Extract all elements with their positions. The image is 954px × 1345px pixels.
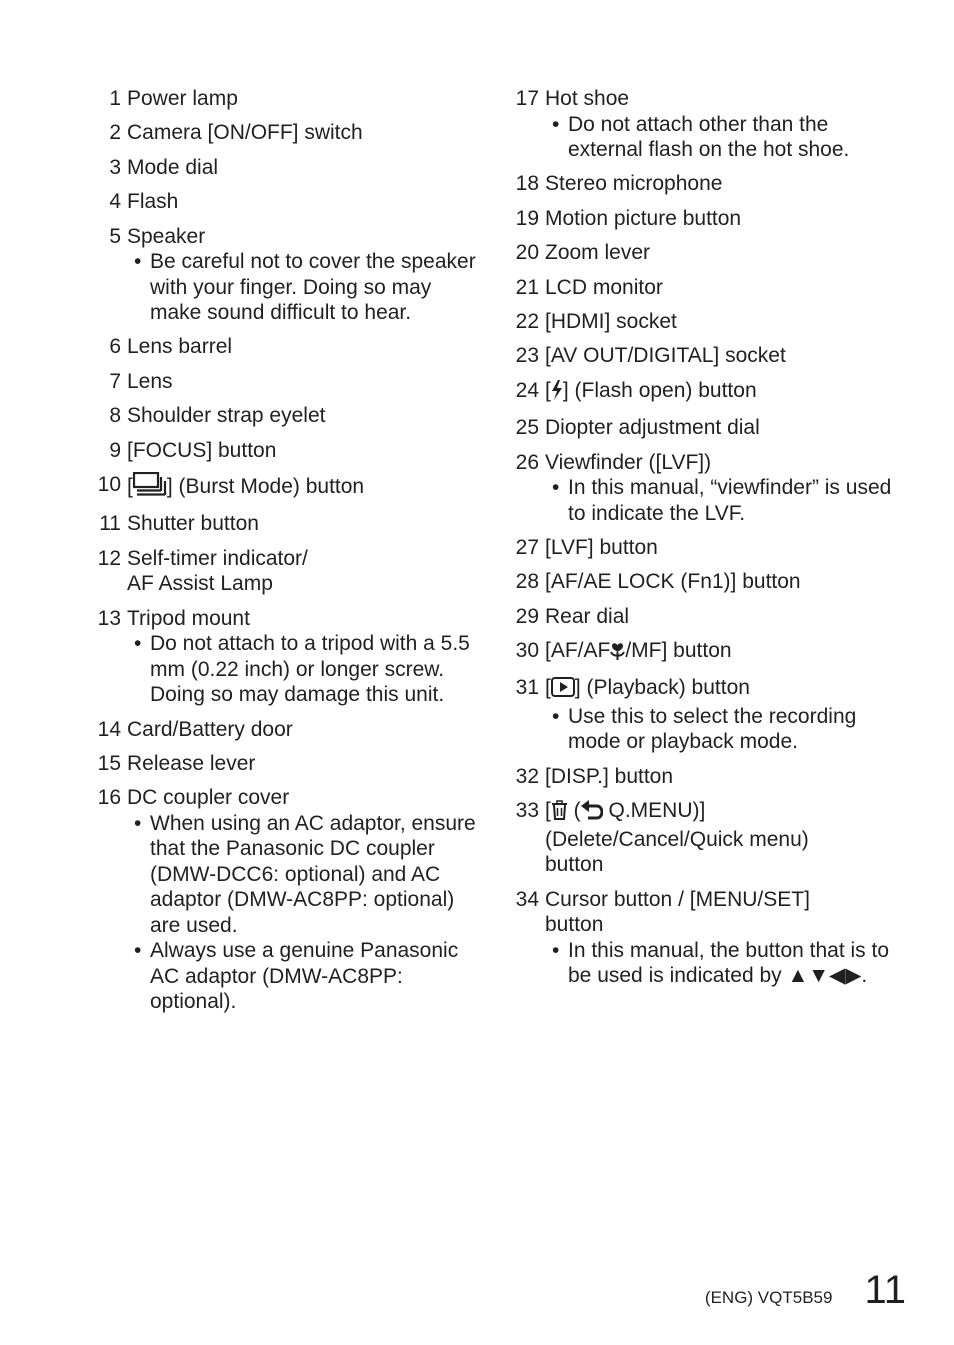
label-text: [ <box>127 475 133 499</box>
delete-icon <box>551 800 568 827</box>
item-label <box>545 798 906 827</box>
list-item <box>88 120 480 146</box>
item-label: button <box>545 853 604 877</box>
item-label: Stereo microphone <box>545 172 723 196</box>
item-body <box>545 604 906 630</box>
item-number: 5 <box>109 224 121 248</box>
item-body <box>545 675 906 755</box>
item-body <box>127 86 480 112</box>
label-text: [AF/AF <box>545 639 611 663</box>
item-number: 1 <box>109 87 121 110</box>
item-body <box>127 155 480 181</box>
item-body <box>127 472 480 503</box>
right-column <box>506 86 906 998</box>
item-number: 2 <box>109 121 121 145</box>
item-number: 13 <box>97 606 121 630</box>
list-item <box>88 546 480 597</box>
item-label: DC coupler cover <box>127 786 290 810</box>
list-item <box>506 569 906 595</box>
item-label: Tripod mount <box>127 606 250 630</box>
item-body <box>127 785 480 1015</box>
burst-mode-icon <box>133 472 167 503</box>
item-number: 32 <box>515 764 539 788</box>
item-number: 3 <box>109 155 121 179</box>
item-label: [LVF] button <box>545 535 658 559</box>
item-number: 16 <box>97 786 121 810</box>
af-macro-icon <box>610 641 625 667</box>
item-number: 21 <box>515 275 539 299</box>
flash-open-icon <box>551 380 563 407</box>
item-number: 20 <box>515 241 539 265</box>
item-label <box>545 675 906 704</box>
item-number: 11 <box>99 512 121 536</box>
item-body <box>127 224 480 326</box>
item-body <box>545 887 906 989</box>
item-label: Viewfinder ([LVF]) <box>545 450 712 474</box>
list-item <box>506 450 906 527</box>
item-body <box>545 450 906 527</box>
list-item <box>88 189 480 215</box>
list-item <box>88 155 480 181</box>
item-label: Motion picture button <box>545 206 742 230</box>
item-body <box>127 334 480 360</box>
page-number: 11 <box>864 1268 906 1312</box>
item-number: 22 <box>515 309 539 333</box>
item-label: [HDMI] socket <box>545 309 677 333</box>
list-item <box>88 369 480 395</box>
item-label: AF Assist Lamp <box>127 572 273 596</box>
item-label: (Delete/Cancel/Quick menu) <box>545 827 809 851</box>
list-item <box>506 675 906 755</box>
list-item <box>506 638 906 667</box>
item-body <box>127 438 480 464</box>
item-label: Power lamp <box>127 87 238 110</box>
item-number: 34 <box>515 887 539 911</box>
item-body <box>545 415 906 441</box>
list-item <box>506 206 906 232</box>
item-body <box>127 403 480 429</box>
item-number: 6 <box>109 335 121 359</box>
item-number: 31 <box>515 676 539 700</box>
playback-icon <box>551 677 575 704</box>
item-label: [DISP.] button <box>545 764 674 788</box>
item-label: Zoom lever <box>545 241 651 265</box>
label-text: [ <box>545 676 551 700</box>
list-item <box>506 415 906 441</box>
item-number: 8 <box>109 404 121 428</box>
item-number: 18 <box>515 172 539 196</box>
item-label: Camera [ON/OFF] switch <box>127 121 363 145</box>
label-text: /MF] button <box>625 639 732 663</box>
list-item <box>506 604 906 630</box>
bullet-note: • Do not attach other than the external flash on the hot shoe. <box>545 112 906 163</box>
item-number: 12 <box>97 546 121 570</box>
list-item <box>88 606 480 708</box>
list-item <box>506 764 906 790</box>
item-label: Release lever <box>127 751 256 775</box>
item-number: 33 <box>515 799 539 823</box>
item-number: 25 <box>515 416 539 440</box>
bullet-note: • Use this to select the recording mode or playback mode. <box>545 704 906 755</box>
item-body <box>127 189 480 215</box>
list-item <box>506 275 906 301</box>
list-item <box>506 86 906 163</box>
item-label <box>127 472 480 503</box>
item-body <box>545 275 906 301</box>
item-label: Speaker <box>127 224 206 248</box>
bullet-note: • In this manual, “viewfinder” is used to indicate the LVF. <box>545 475 906 526</box>
item-body <box>545 798 906 878</box>
list-item <box>506 887 906 989</box>
item-label: [AF/AE LOCK (Fn1)] button <box>545 570 801 594</box>
item-body <box>545 309 906 335</box>
document-code: (ENG) VQT5B59 <box>704 1288 833 1307</box>
item-label <box>545 638 906 667</box>
list-item <box>506 343 906 369</box>
item-body <box>127 751 480 777</box>
item-label: Lens <box>127 369 173 393</box>
item-label <box>545 378 906 407</box>
page-footer <box>705 1268 906 1313</box>
list-item <box>88 717 480 743</box>
list-item <box>506 378 906 407</box>
list-item <box>506 309 906 335</box>
item-number: 24 <box>515 378 539 402</box>
list-item <box>88 86 480 112</box>
item-body <box>545 343 906 369</box>
item-body <box>545 171 906 197</box>
bullet-note: • When using an AC adaptor, ensure that the Panasonic DC coupler (DMW-DCC6: optional) and AC adaptor (DMW-AC8PP: optional) are used. <box>127 811 480 939</box>
return-icon <box>581 800 603 827</box>
left-column <box>88 86 480 1024</box>
list-item <box>88 403 480 429</box>
item-label: Card/Battery door <box>127 717 293 741</box>
list-item <box>506 535 906 561</box>
list-item <box>88 224 480 326</box>
item-number: 27 <box>515 535 539 559</box>
item-body <box>127 369 480 395</box>
bullet-note: • Be careful not to cover the speaker with your finger. Doing so may make sound difficult to hear. <box>127 249 480 326</box>
item-number: 17 <box>515 87 539 110</box>
item-body <box>545 764 906 790</box>
item-body <box>127 546 480 597</box>
list-item <box>88 511 480 537</box>
label-text: ] (Playback) button <box>574 676 750 700</box>
item-label: button <box>545 913 604 937</box>
item-number: 4 <box>109 190 121 214</box>
bullet-note: • Do not attach to a tripod with a 5.5 mm (0.22 inch) or longer screw. Doing so may damage this unit. <box>127 631 480 708</box>
item-label: Hot shoe <box>545 87 630 110</box>
label-text: ] (Burst Mode) button <box>166 475 365 499</box>
list-item <box>88 438 480 464</box>
item-body <box>127 717 480 743</box>
item-label: Self-timer indicator/ <box>127 546 308 570</box>
list-item <box>88 751 480 777</box>
item-label: Flash <box>127 190 179 214</box>
list-item <box>506 171 906 197</box>
item-label: LCD monitor <box>545 275 663 299</box>
bullet-note: • In this manual, the button that is to be used is indicated by ▲▼◀▶. <box>545 938 906 989</box>
item-number: 14 <box>97 717 121 741</box>
item-label: Cursor button / [MENU/SET] <box>545 887 810 911</box>
item-label: Shutter button <box>127 512 259 536</box>
item-body <box>127 606 480 708</box>
list-item <box>88 785 480 1015</box>
item-label: Diopter adjustment dial <box>545 416 760 440</box>
list-item <box>506 240 906 266</box>
list-item <box>88 334 480 360</box>
item-body <box>545 535 906 561</box>
item-number: 28 <box>515 570 539 594</box>
label-text: [ <box>545 799 551 823</box>
item-number: 10 <box>97 473 121 497</box>
item-body <box>545 206 906 232</box>
bullet-note: • Always use a genuine Panasonic AC adaptor (DMW-AC8PP: optional). <box>127 938 480 1015</box>
item-label: [AV OUT/DIGITAL] socket <box>545 344 786 368</box>
item-number: 23 <box>515 344 539 368</box>
list-item <box>88 472 480 503</box>
item-number: 7 <box>109 369 121 393</box>
item-label: Shoulder strap eyelet <box>127 404 326 428</box>
label-text: [ <box>545 378 551 402</box>
item-label: Mode dial <box>127 155 219 179</box>
item-body <box>545 378 906 407</box>
item-number: 26 <box>515 450 539 474</box>
list-item <box>506 798 906 878</box>
item-body <box>127 511 480 537</box>
item-body <box>545 240 906 266</box>
item-body <box>545 569 906 595</box>
item-body <box>545 86 906 163</box>
item-number: 30 <box>515 639 539 663</box>
item-number: 9 <box>109 438 121 462</box>
item-label: Rear dial <box>545 604 630 628</box>
label-text: Q.MENU)] <box>602 799 706 823</box>
item-label: [FOCUS] button <box>127 438 277 462</box>
label-text: ] (Flash open) button <box>562 378 757 402</box>
item-number: 29 <box>515 604 539 628</box>
item-number: 15 <box>97 751 121 775</box>
item-number: 19 <box>515 206 539 230</box>
item-label: Lens barrel <box>127 335 233 359</box>
item-body <box>545 638 906 667</box>
label-text: ( <box>567 799 581 823</box>
item-body <box>127 120 480 146</box>
